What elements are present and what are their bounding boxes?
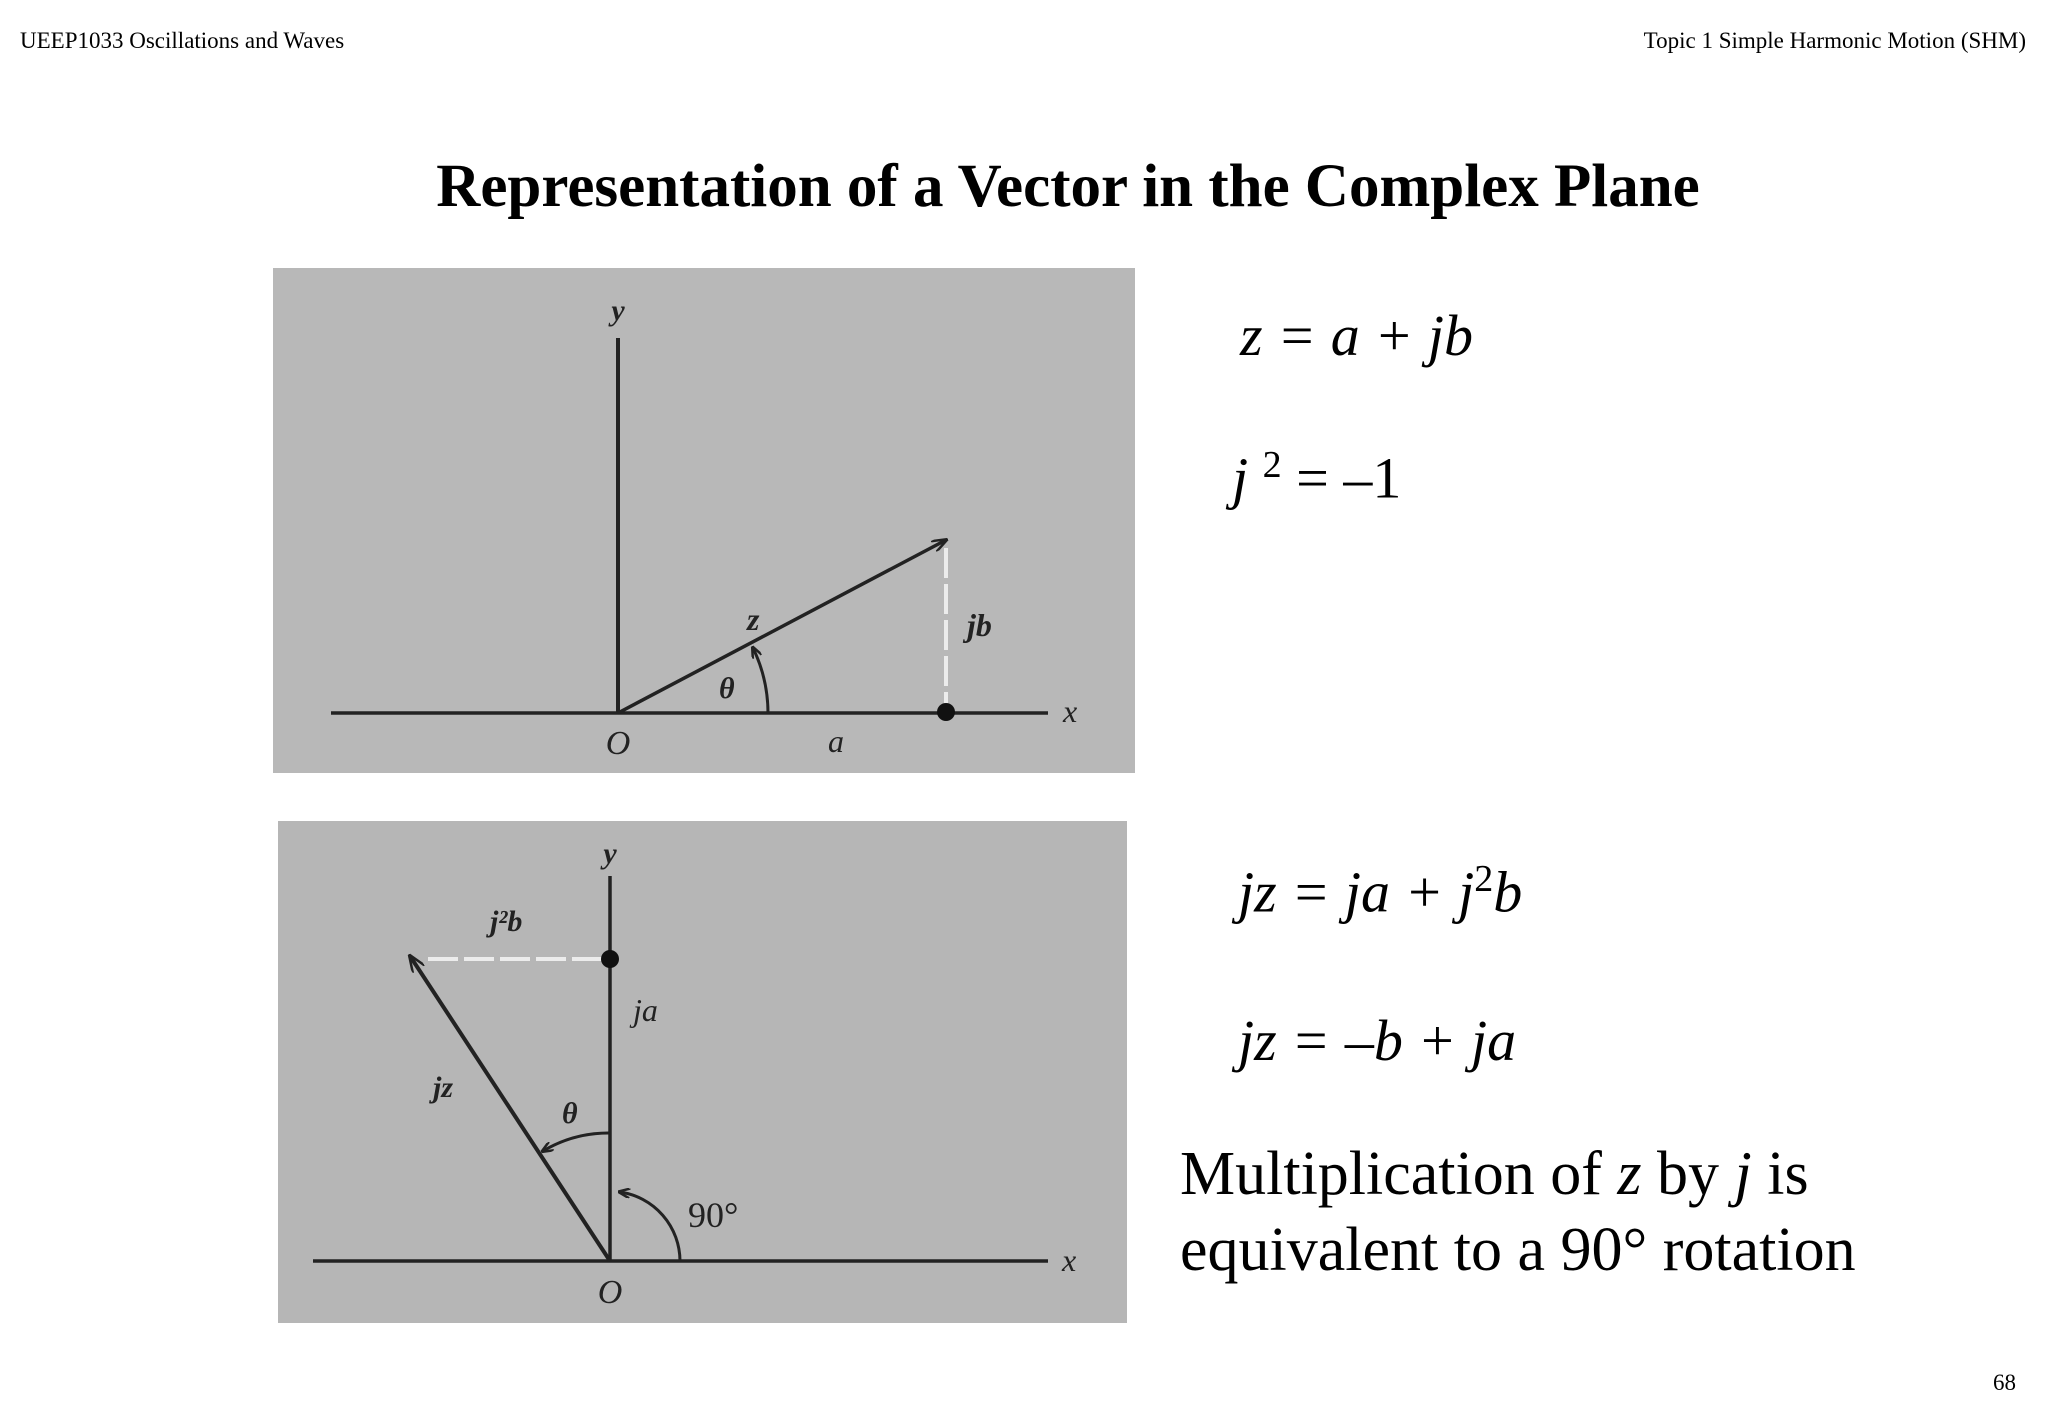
vector-z [618, 540, 946, 713]
equation-jz [1238, 857, 1522, 925]
eq2-exponent: 2 [1262, 444, 1282, 486]
x-axis-label: x [1062, 1242, 1077, 1278]
caption-var-j: j [1734, 1140, 1752, 1208]
complex-plane-diagram [273, 268, 1135, 773]
angle-arc [753, 648, 768, 713]
imag-part-label: jb [967, 607, 992, 643]
x-axis-label: x [1063, 693, 1078, 729]
eq3-exponent: 2 [1474, 858, 1494, 900]
caption-part2: by [1641, 1140, 1735, 1208]
theta-label: θ [719, 672, 735, 705]
equation-jz-result: jz = –b + ja [1238, 1008, 1517, 1073]
imag-part-label: ja [633, 992, 658, 1028]
eq2-base: j [1232, 445, 1249, 511]
eq2-rest: = –1 [1281, 445, 1402, 511]
vector-z-label: z [747, 601, 760, 637]
complex-plane-figure [273, 268, 1135, 773]
slide-title: Representation of a Vector in the Complex Plane [436, 153, 1700, 220]
equation-j-squared [1232, 443, 1401, 511]
eq3-left: jz = ja + j [1238, 859, 1475, 925]
origin-label: O [597, 1274, 623, 1311]
topic-header: Topic 1 Simple Harmonic Motion (SHM) [1643, 28, 2026, 53]
real-part-label: a [828, 723, 844, 759]
course-header: UEEP1033 Oscillations and Waves [20, 28, 345, 53]
real-point [937, 703, 955, 721]
vector-jz [410, 956, 610, 1261]
caption-part1: Multiplication of [1180, 1140, 1618, 1208]
rotation-diagram [278, 821, 1127, 1323]
vector-jz-label: jz [433, 1071, 454, 1104]
rotation-caption [1180, 1136, 2000, 1288]
real-part-label: j²b [490, 905, 523, 938]
equation-z: z = a + jb [1240, 303, 1473, 368]
eq3-right: b [1493, 859, 1523, 925]
caption-part3: is equivalent to a 90° rotation [1180, 1140, 1856, 1284]
rotation-label: 90° [688, 1195, 739, 1235]
y-axis-label: y [603, 837, 617, 870]
theta-arc [543, 1133, 610, 1151]
y-axis-label: y [611, 294, 625, 327]
rotation-arc [620, 1192, 680, 1261]
imag-point [601, 950, 619, 968]
page-number: 68 [1993, 1370, 2016, 1395]
origin-label: O [605, 725, 631, 762]
rotation-figure [278, 821, 1127, 1323]
caption-var-z: z [1617, 1140, 1642, 1208]
theta-label: θ [562, 1097, 578, 1130]
